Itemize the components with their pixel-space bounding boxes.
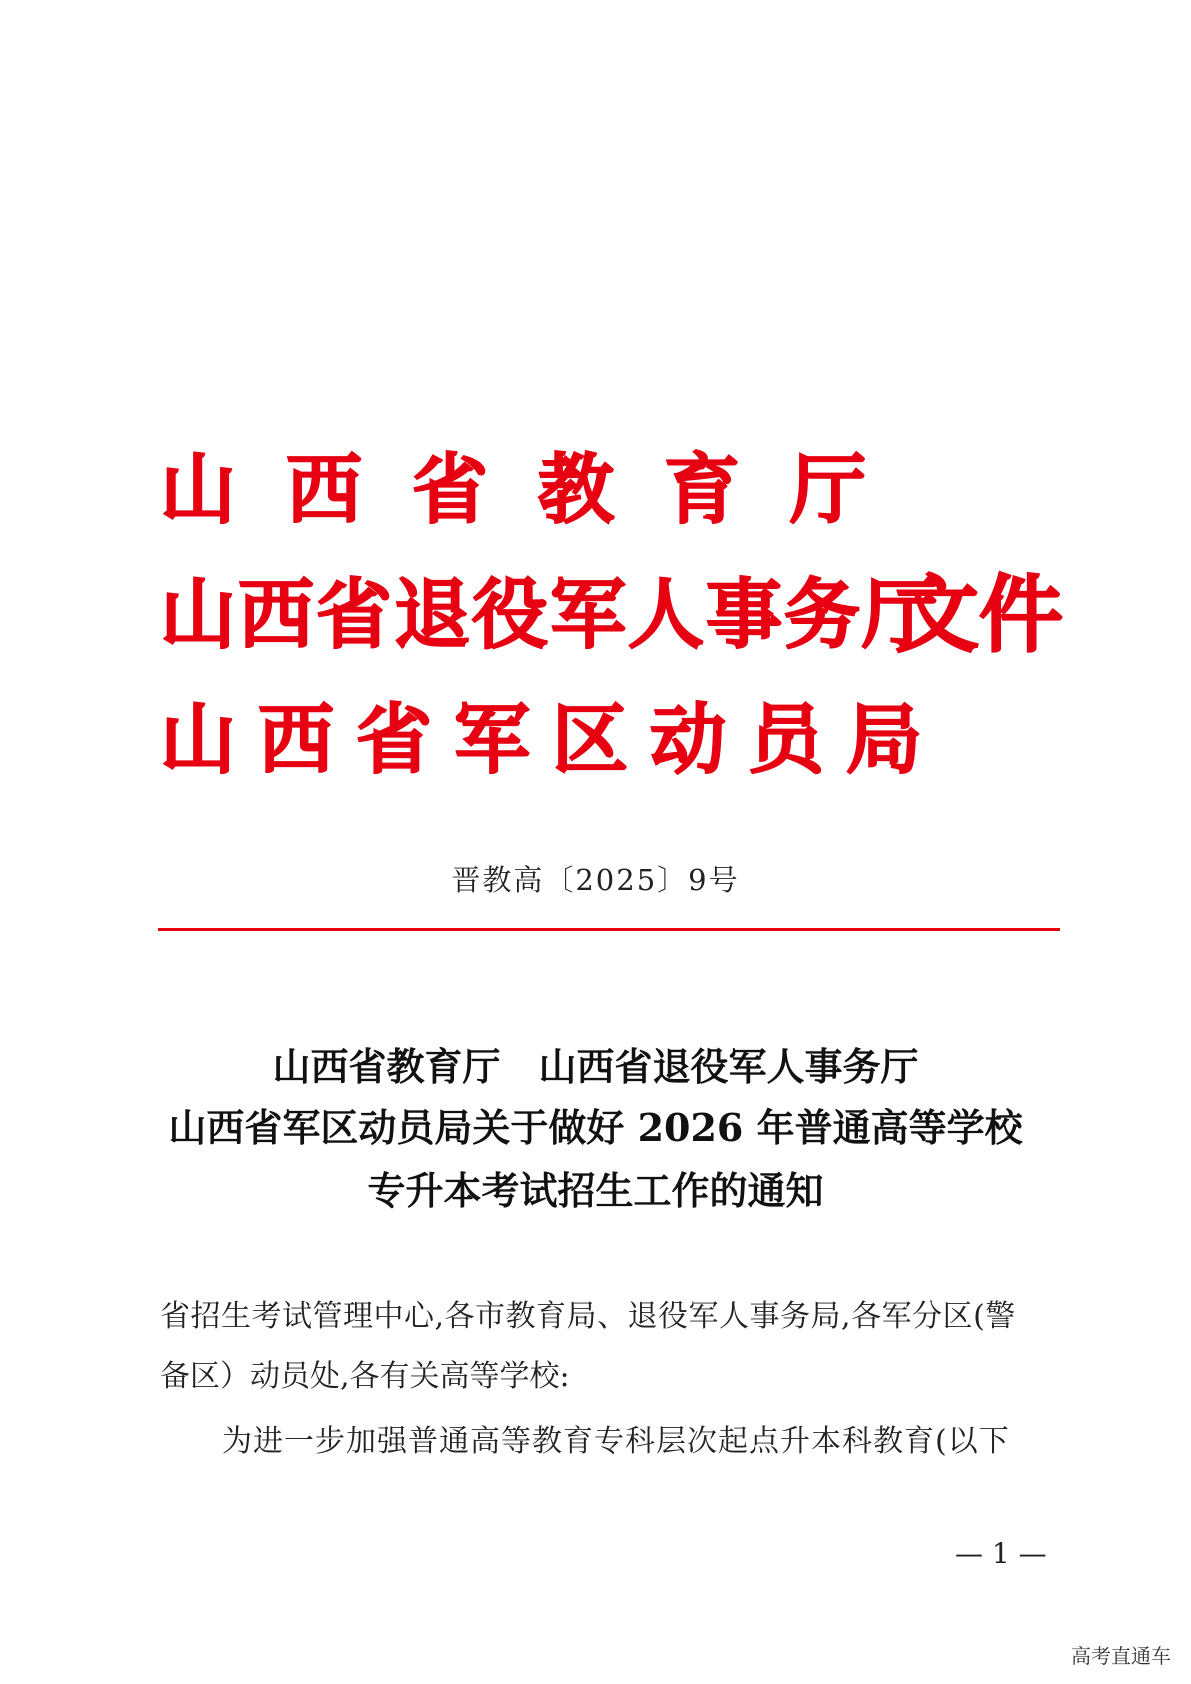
issuer-name-mobilization-bureau: 山西省军区动员局	[160, 695, 944, 784]
issuer-name-veterans-affairs-department: 山西省退役军人事务厅	[160, 570, 940, 659]
recipients-line-2: 备区）动员处,各有关高等学校:	[160, 1359, 570, 1394]
red-separator-line	[158, 928, 1060, 931]
watermark-text: 高考直通车	[1071, 1644, 1171, 1668]
notice-title-line-2: 山西省军区动员局关于做好 2026 年普通高等学校	[168, 1105, 1023, 1150]
issuer-name-education-department: 山西省教育厅	[160, 445, 916, 534]
notice-title-line-3: 专升本考试招生工作的通知	[367, 1168, 824, 1213]
issuer-suffix-wenjian: 文件	[895, 565, 1064, 664]
notice-title-line-1: 山西省教育厅 山西省退役军人事务厅	[272, 1044, 919, 1089]
document-number: 晋教高〔2025〕9号	[451, 863, 740, 897]
body-paragraph-first-line: 为进一步加强普通高等教育专科层次起点升本科教育(以下	[222, 1424, 1010, 1459]
recipients-line-1: 省招生考试管理中心,各市教育局、退役军人事务局,各军分区(警	[160, 1299, 1016, 1334]
page-number: — 1 —	[955, 1537, 1047, 1570]
